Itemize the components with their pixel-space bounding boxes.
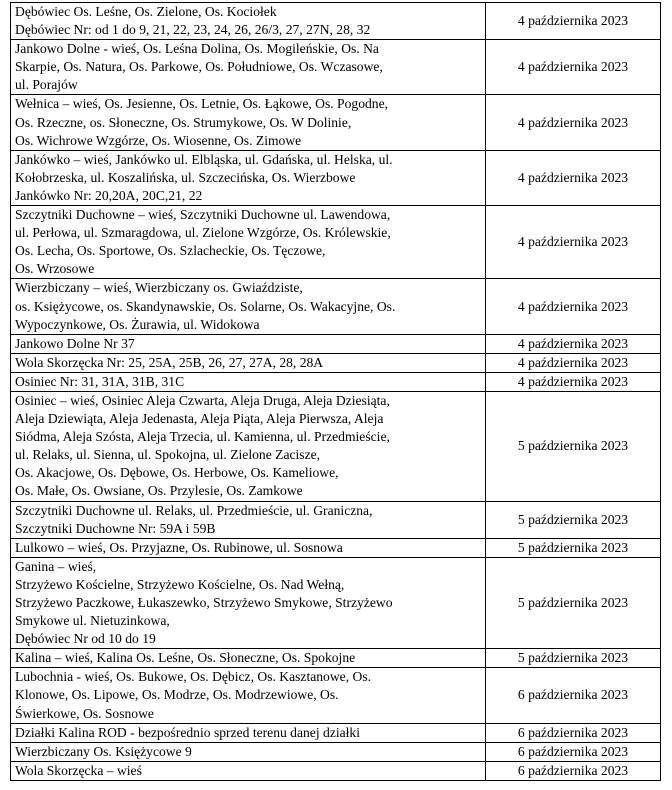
- area-cell: [11, 206, 486, 279]
- table-row: [11, 150, 661, 205]
- area-line: ul. Porajów: [15, 77, 78, 93]
- date-cell: 6 października 2023: [486, 668, 661, 723]
- area-cell: [11, 742, 486, 761]
- date-cell: 4 października 2023: [486, 353, 661, 372]
- date-cell: 6 października 2023: [486, 723, 661, 742]
- area-line: Os. Małe, Os. Owsiane, Os. Przylesie, Os. Zamkowe: [15, 483, 303, 499]
- area-cell: [11, 334, 486, 353]
- area-cell: [11, 150, 486, 205]
- area-cell: [11, 391, 486, 501]
- table-row: [11, 206, 661, 279]
- area-line: Wełnica – wieś, Os. Jesienne, Os. Letnie, Os. Łąkowe, Os. Pogodne,: [15, 96, 389, 112]
- area-line: Jankowo Dolne Nr 37: [15, 335, 135, 351]
- area-line: Dębówiec Nr od 10 do 19: [15, 631, 156, 647]
- area-line: Osiniec – wieś, Osiniec Aleja Czwarta, Aleja Druga, Aleja Dziesiąta,: [15, 392, 390, 408]
- area-line: Wola Skorzęcka Nr: 25, 25A, 25B, 26, 27, 27A, 28, 28A: [15, 354, 324, 370]
- area-cell: [11, 723, 486, 742]
- area-line: Strzyżewo Kościelne, Strzyżewo Kościelne, Os. Nad Wełną,: [15, 576, 345, 592]
- date-cell: 4 października 2023: [486, 206, 661, 279]
- area-line: Jankowo Dolne - wieś, Os. Leśna Dolina, Os. Mogileńskie, Os. Na: [15, 41, 379, 57]
- date-cell: 5 października 2023: [486, 501, 661, 538]
- table-row: [11, 279, 661, 334]
- area-cell: [11, 3, 486, 40]
- date-cell: 4 października 2023: [486, 150, 661, 205]
- area-line: Os. Lecha, Os. Sportowe, Os. Szlacheckie, Os. Tęczowe,: [15, 243, 326, 259]
- table-row: [11, 723, 661, 742]
- date-cell: 5 października 2023: [486, 538, 661, 557]
- area-line: Os. Akacjowe, Os. Dębowe, Os. Herbowe, Os. Kameliowe,: [15, 465, 339, 481]
- area-line: os. Księżycowe, os. Skandynawskie, Os. Solarne, Os. Wakacyjne, Os.: [15, 298, 396, 314]
- table-row: [11, 3, 661, 40]
- area-cell: [11, 761, 486, 780]
- table-row: [11, 649, 661, 668]
- collection-schedule-table: [10, 2, 661, 781]
- table-row: [11, 353, 661, 372]
- area-cell: [11, 649, 486, 668]
- date-cell: 4 października 2023: [486, 40, 661, 95]
- area-line: Ganina – wieś,: [15, 558, 97, 574]
- area-cell: [11, 557, 486, 648]
- area-line: Wola Skorzęcka – wieś: [15, 762, 142, 778]
- area-line: Smykowe ul. Nietuzinkowa,: [15, 613, 170, 629]
- area-line: Wierzbiczany – wieś, Wierzbiczany os. Gwiaździste,: [15, 280, 303, 296]
- table-row: [11, 334, 661, 353]
- area-cell: [11, 279, 486, 334]
- area-line: Kołobrzeska, ul. Koszalińska, ul. Szczecińska, Os. Wierzbowe: [15, 169, 356, 185]
- area-line: Os. Wichrowe Wzgórze, Os. Wiosenne, Os. Zimowe: [15, 132, 302, 148]
- area-line: Os. Rzeczne, os. Słoneczne, Os. Strumykowe, Os. W Dolinie,: [15, 114, 352, 130]
- area-line: Jankówko – wieś, Jankówko ul. Elbląska, ul. Gdańska, ul. Helska, ul.: [15, 151, 393, 167]
- area-line: Szczytniki Duchowne ul. Relaks, ul. Przedmieście, ul. Graniczna,: [15, 502, 373, 518]
- date-cell: 4 października 2023: [486, 95, 661, 150]
- area-line: Dębówiec Os. Leśne, Os. Zielone, Os. Kociołek: [15, 4, 277, 19]
- schedule-body: [11, 3, 661, 781]
- table-row: [11, 761, 661, 780]
- area-cell: [11, 353, 486, 372]
- date-cell: 4 października 2023: [486, 334, 661, 353]
- area-line: Osiniec Nr: 31, 31A, 31B, 31C: [15, 373, 185, 389]
- date-cell: 6 października 2023: [486, 761, 661, 780]
- area-cell: [11, 40, 486, 95]
- area-line: Klonowe, Os. Lipowe, Os. Modrze, Os. Modrzewiowe, Os.: [15, 687, 339, 703]
- area-line: Os. Wrzosowe: [15, 261, 95, 277]
- area-cell: [11, 95, 486, 150]
- date-cell: 5 października 2023: [486, 649, 661, 668]
- area-line: Kalina – wieś, Kalina Os. Leśne, Os. Słoneczne, Os. Spokojne: [15, 650, 356, 666]
- table-row: [11, 95, 661, 150]
- area-line: ul. Perłowa, ul. Szmaragdowa, ul. Zielone Wzgórze, Os. Królewskie,: [15, 225, 391, 241]
- table-row: [11, 668, 661, 723]
- table-row: [11, 40, 661, 95]
- date-cell: 5 października 2023: [486, 391, 661, 501]
- area-line: Lubochnia - wieś, Os. Bukowe, Os. Dębicz, Os. Kasztanowe, Os.: [15, 669, 372, 685]
- area-line: ul. Relaks, ul. Sienna, ul. Spokojna, ul. Zielone Zacisze,: [15, 447, 321, 463]
- area-line: Wierzbiczany Os. Księżycowe 9: [15, 743, 192, 759]
- area-line: Szczytniki Duchowne – wieś, Szczytniki Duchowne ul. Lawendowa,: [15, 207, 391, 223]
- area-cell: [11, 372, 486, 391]
- area-line: Wypoczynkowe, Os. Żurawia, ul. Widokowa: [15, 316, 260, 332]
- area-line: Aleja Dziewiąta, Aleja Jedenasta, Aleja Piąta, Aleja Pierwsza, Aleja: [15, 411, 384, 427]
- table-row: [11, 557, 661, 648]
- area-line: Siódma, Aleja Szósta, Aleja Trzecia, ul. Kamienna, ul. Przedmieście,: [15, 429, 390, 445]
- area-line: Jankówko Nr: 20,20A, 20C,21, 22: [15, 187, 203, 203]
- area-line: Dębówiec Nr: od 1 do 9, 21, 22, 23, 24, 26, 26/3, 27, 27N, 28, 32: [15, 22, 371, 38]
- area-cell: [11, 501, 486, 538]
- date-cell: 6 października 2023: [486, 742, 661, 761]
- area-cell: [11, 538, 486, 557]
- table-row: [11, 538, 661, 557]
- table-row: [11, 391, 661, 501]
- date-cell: 4 października 2023: [486, 3, 661, 40]
- area-line: Szczytniki Duchowne Nr: 59A i 59B: [15, 520, 216, 536]
- area-line: Strzyżewo Paczkowe, Łukaszewko, Strzyżewo Smykowe, Strzyżewo: [15, 595, 393, 610]
- date-cell: 4 października 2023: [486, 372, 661, 391]
- date-cell: 4 października 2023: [486, 279, 661, 334]
- area-line: Świerkowe, Os. Sosnowe: [15, 705, 154, 721]
- area-cell: [11, 668, 486, 723]
- date-cell: 5 października 2023: [486, 557, 661, 648]
- table-row: [11, 742, 661, 761]
- table-row: [11, 372, 661, 391]
- area-line: Skarpie, Os. Natura, Os. Parkowe, Os. Południowe, Os. Wczasowe,: [15, 59, 383, 75]
- table-row: [11, 501, 661, 538]
- area-line: Lulkowo – wieś, Os. Przyjazne, Os. Rubinowe, ul. Sosnowa: [15, 539, 343, 555]
- area-line: Działki Kalina ROD - bezpośrednio sprzed terenu danej działki: [15, 724, 361, 740]
